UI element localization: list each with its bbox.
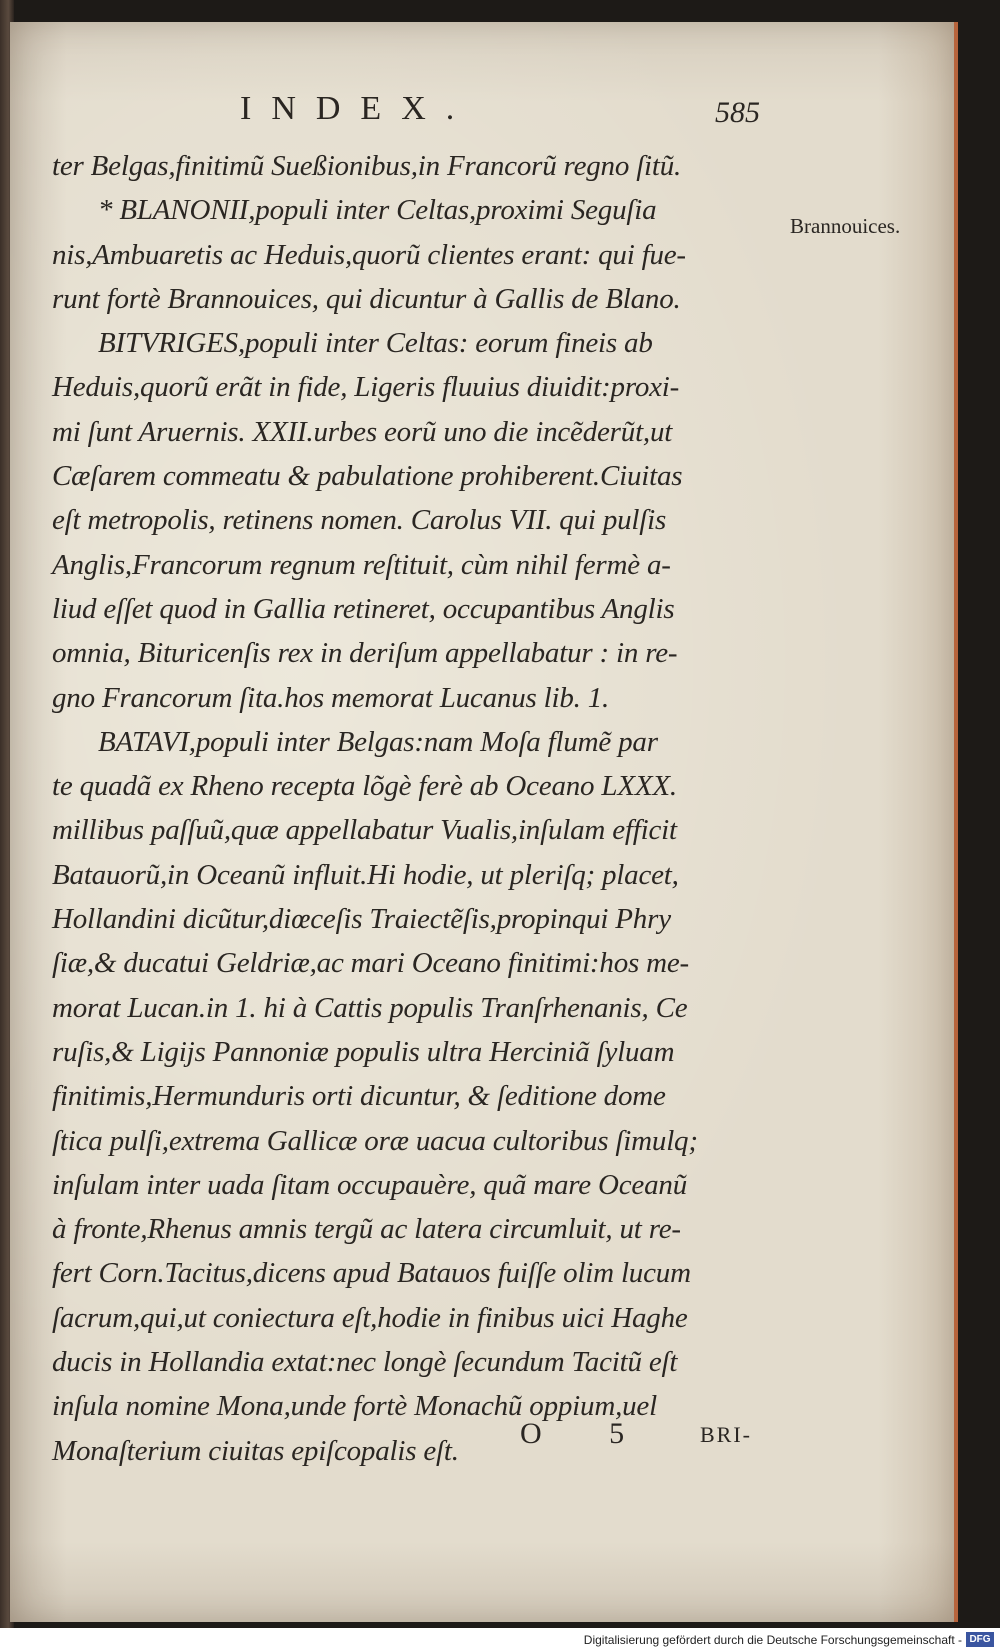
text-line: * BLANONII,populi inter Celtas,proximi Seguſia <box>98 194 657 227</box>
text-line: morat Lucan.in 1. hi à Cattis populis Tranſrhenanis, Ce <box>52 991 688 1024</box>
text-line: finitimis,Hermunduris orti dicuntur, & ſeditione dome <box>52 1080 666 1113</box>
text-line: inſula nomine Mona,unde fortè Monachũ oppium,uel <box>52 1390 657 1423</box>
text-line: liud eſſet quod in Gallia retineret, occupantibus Anglis <box>52 592 675 625</box>
text-line: inſulam inter uada ſitam occupauère, quã mare Oceanũ <box>52 1168 688 1201</box>
footer-credit: Digitalisierung gefördert durch die Deutsche Forschungsgemeinschaft - <box>583 1633 962 1647</box>
text-line: gno Francorum ſita.hos memorat Lucanus lib. 1. <box>52 681 610 714</box>
book-page <box>10 22 958 1622</box>
catchword: BRI- <box>700 1422 752 1447</box>
dfg-logo: DFG <box>966 1632 994 1647</box>
margin-note: Brannouices. <box>790 214 901 238</box>
signature-mark: O 5 <box>520 1417 655 1450</box>
page-number: 585 <box>715 96 760 129</box>
text-line: ter Belgas,finitimũ Sueßionibus,in Francorũ regno ſitũ. <box>52 150 682 182</box>
text-line: Heduis,quorũ erãt in fide, Ligeris fluuius diuidit:proxi- <box>52 371 680 404</box>
footer-bar <box>0 1628 1000 1650</box>
text-line: Anglis,Francorum regnum reſtituit, cùm nihil fermè a- <box>52 548 671 581</box>
text-line: Monaſterium ciuitas epiſcopalis eſt. <box>52 1434 459 1467</box>
text-line: eſt metropolis, retinens nomen. Carolus VII. qui pulſis <box>52 504 667 537</box>
text-line: BITVRIGES,populi inter Celtas: eorum fineis ab <box>98 327 653 360</box>
text-line: ſacrum,qui,ut coniectura eſt,hodie in finibus uici Haghe <box>52 1301 688 1334</box>
text-line: Batauorũ,in Oceanũ influit.Hi hodie, ut pleriſq; placet, <box>52 858 679 891</box>
text-line: mi ſunt Aruernis. XXII.urbes eorũ uno die incẽderũt,ut <box>52 415 673 448</box>
text-line: fert Corn.Tacitus,dicens apud Batauos fuiſſe olim lucum <box>52 1257 691 1290</box>
index-body-text <box>52 144 752 1473</box>
text-line: ſiæ,& ducatui Geldriæ,ac mari Oceano finitimi:hos me- <box>52 947 690 980</box>
text-line: omnia, Bituricenſis rex in deriſum appellabatur : in re- <box>52 637 678 670</box>
text-line: ſtica pulſi,extrema Gallicæ oræ uacua cultoribus ſimulq; <box>52 1124 698 1157</box>
text-line: ducis in Hollandia extat:nec longè ſecundum Tacitũ eſt <box>52 1346 678 1379</box>
text-line: ruſis,& Ligijs Pannoniæ populis ultra Herciniã ſyluam <box>52 1035 675 1068</box>
text-line: te quadã ex Rheno recepta lõgè ferè ab Oceano LXXX. <box>52 770 677 803</box>
text-line: à fronte,Rhenus amnis tergũ ac latera circumluit, ut re- <box>52 1213 681 1246</box>
text-line: Hollandini dicũtur,diœceſis Traiectẽſis,propinqui Phry <box>52 903 671 936</box>
text-line: BATAVI,populi inter Belgas:nam Moſa flumẽ par <box>98 725 658 758</box>
text-line: runt fortè Brannouices, qui dicuntur à Gallis de Blano. <box>52 282 681 315</box>
text-line: millibus paſſuũ,quæ appellabatur Vualis,inſulam efficit <box>52 814 677 847</box>
text-line: nis,Ambuaretis ac Heduis,quorũ clientes erant: qui fue- <box>52 238 686 271</box>
text-line: Cæſarem commeatu & pabulatione prohiberent.Ciuitas <box>52 460 683 493</box>
running-head: INDEX. <box>240 90 475 127</box>
